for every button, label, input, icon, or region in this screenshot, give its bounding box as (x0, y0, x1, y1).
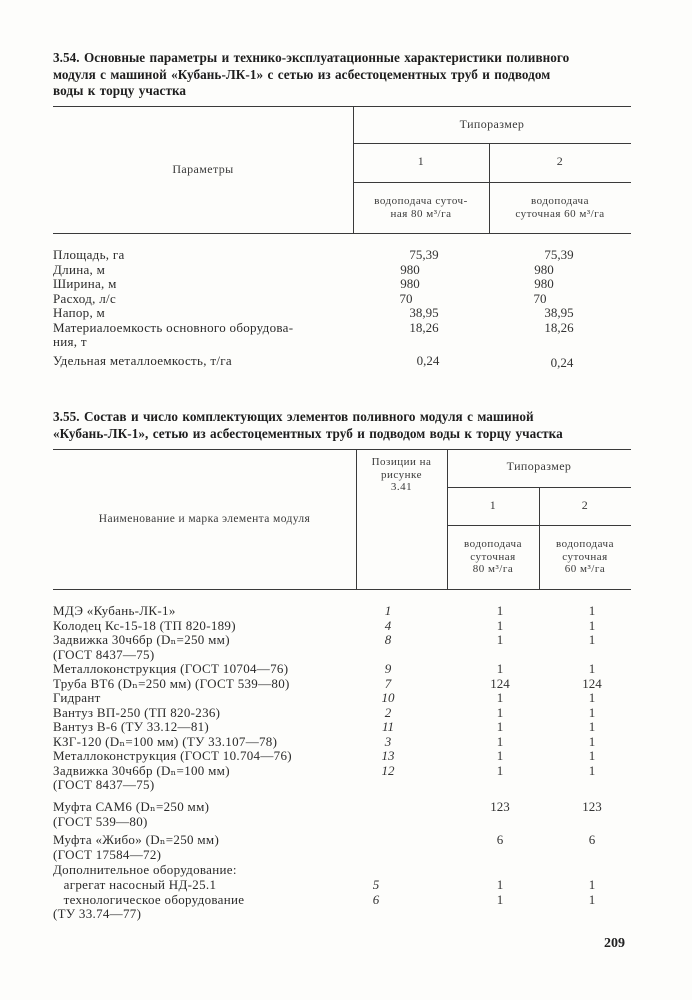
row-value-1: 980 (400, 261, 420, 277)
header-col-1: 1 (417, 154, 425, 168)
row-position: 12 (381, 762, 395, 778)
row-value-1: 18,26 (409, 319, 439, 335)
table-355-title (53, 409, 633, 442)
header-line: Позиции на (371, 456, 432, 468)
row-label-continued: ния, т (53, 334, 87, 349)
row-value-1: 70 (399, 290, 413, 306)
row-value-1: 980 (400, 276, 420, 291)
row-value-2: 980 (534, 261, 554, 277)
row-position: 13 (381, 748, 395, 763)
table-354-title (53, 50, 633, 100)
table-top-rule (53, 106, 631, 107)
row-position: 9 (384, 661, 392, 676)
header-col-1: 1 (489, 498, 497, 512)
row-value-1: 1 (496, 748, 504, 763)
row-label: Задвижка 30ч6бр (Dₙ=100 мм) (53, 762, 230, 778)
header-sub-line: водоподача (556, 538, 614, 550)
row-position: 8 (384, 632, 392, 647)
row-value-2: 0,24 (550, 355, 574, 370)
row-label: Расход, л/с (53, 290, 117, 306)
row-value-1: 1 (496, 617, 504, 633)
row-label: Вантуз В-6 (ТУ 33.12—81) (53, 719, 210, 734)
row-value-2: 1 (588, 891, 596, 907)
row-label-continued: (ГОСТ 539—80) (53, 813, 148, 829)
title-line: воды к торцу участка (53, 83, 187, 98)
row-label-continued: (ГОСТ 17584—72) (53, 846, 162, 862)
header-sub-line: водоподача (464, 538, 522, 550)
row-label: Металлоконструкция (ГОСТ 10.704—76) (53, 748, 292, 763)
row-label: Напор, м (53, 305, 106, 320)
header-sub-line: 80 м³/га (472, 563, 514, 575)
header-typesize: Типоразмер (459, 117, 525, 131)
row-value-2: 1 (588, 632, 596, 647)
row-value-2: 1 (588, 877, 596, 892)
row-label: Площадь, га (53, 247, 125, 262)
row-label: МДЭ «Кубань-ЛК-1» (53, 603, 176, 618)
header-col-2-sub (539, 538, 631, 576)
row-value-2: 1 (588, 661, 596, 676)
row-label: агрегат насосный НД-25.1 (53, 877, 217, 892)
row-value-2: 18,26 (544, 319, 574, 335)
header-line: 3.41 (390, 481, 413, 493)
row-label: Труба ВТ6 (Dₙ=250 мм) (ГОСТ 539—80) (53, 675, 290, 691)
row-value-1: 123 (490, 799, 510, 814)
row-label: Колодец Кс-15-18 (ТП 820-189) (53, 617, 236, 633)
header-sub-line: суточная (470, 550, 516, 563)
row-value-1: 1 (496, 704, 504, 720)
row-label: Муфта «Жибо» (Dₙ=250 мм) (53, 832, 220, 847)
header-sub-line: суточная 60 м³/га (515, 207, 605, 220)
header-sub-line: 60 м³/га (564, 563, 606, 575)
row-value-2: 1 (588, 762, 596, 778)
row-position: 1 (384, 603, 392, 618)
header-divider (353, 143, 631, 144)
title-line: «Кубань-ЛК-1», сетью из асбестоцементных труб и подводом воды к торцу участка (53, 425, 563, 441)
header-typesize: Типоразмер (506, 459, 572, 473)
header-sub-line: ная 80 м³/га (390, 207, 452, 220)
row-value-1: 6 (496, 832, 504, 847)
header-sub-line: суточная (562, 550, 608, 563)
header-col-2: 2 (556, 154, 564, 168)
row-label: Удельная металлоемкость, т/га (53, 353, 232, 368)
row-value-1: 1 (496, 690, 504, 705)
row-label: Длина, м (53, 261, 106, 277)
header-sub-line: водоподача (531, 195, 589, 207)
row-value-2: 1 (588, 603, 596, 618)
title-line: 3.55. Состав и число комплектующих элементов поливного модуля с машиной (53, 409, 534, 424)
row-value-2: 1 (588, 617, 596, 633)
header-col-2: 2 (581, 498, 589, 512)
row-label-continued: (ГОСТ 8437—75) (53, 646, 155, 662)
row-value-2: 70 (533, 290, 547, 306)
header-col-1-sub (447, 538, 539, 576)
row-value-2: 38,95 (544, 305, 574, 320)
row-label: Вантуз ВП-250 (ТП 820-236) (53, 704, 221, 720)
row-value-1: 1 (496, 877, 504, 892)
row-label-continued: (ГОСТ 8437—75) (53, 777, 155, 792)
row-label: Муфта САМ6 (Dₙ=250 мм) (53, 799, 210, 814)
row-value-2: 1 (588, 748, 596, 763)
row-value-1: 75,39 (409, 247, 439, 262)
row-position: 4 (384, 617, 392, 633)
row-value-2: 123 (582, 799, 602, 814)
row-label: Ширина, м (53, 276, 117, 291)
row-label: Материалоемкость основного оборудова- (53, 319, 294, 335)
row-value-1: 0,24 (416, 353, 440, 368)
header-parameters: Параметры (172, 162, 234, 176)
row-value-2: 1 (588, 733, 596, 749)
row-value-2: 75,39 (544, 247, 574, 262)
row-value-1: 1 (496, 603, 504, 618)
row-value-2: 1 (588, 690, 596, 705)
header-divider (353, 182, 631, 183)
header-col-1-sub (353, 195, 489, 220)
row-value-2: 6 (588, 832, 596, 847)
row-position: 5 (372, 877, 380, 892)
header-line: рисунке (381, 468, 422, 481)
header-bottom-rule (53, 589, 631, 590)
row-label: Гидрант (53, 690, 101, 705)
title-line: 3.54. Основные параметры и технико-эксплуатационные характеристики поливного (53, 50, 570, 65)
row-value-1: 124 (490, 675, 510, 691)
header-name-and-mark: Наименование и марка элемента модуля (98, 513, 311, 525)
row-value-2: 980 (534, 276, 554, 291)
row-label: Задвижка 30ч6бр (Dₙ=250 мм) (53, 632, 230, 647)
row-value-2: 124 (582, 675, 602, 691)
title-line: модуля с машиной «Кубань-ЛК-1» с сетью из асбестоцементных труб и подводом (53, 66, 551, 82)
row-position: 3 (384, 733, 392, 749)
row-value-1: 1 (496, 891, 504, 907)
header-bottom-rule (53, 233, 631, 234)
header-sub-line: водоподача суточ- (374, 195, 468, 207)
row-value-1: 38,95 (409, 305, 439, 320)
header-col-2-sub (489, 195, 631, 220)
row-value-1: 1 (496, 733, 504, 749)
row-label: КЗГ-120 (Dₙ=100 мм) (ТУ 33.107—78) (53, 733, 278, 749)
row-value-1: 1 (496, 661, 504, 676)
row-value-2: 1 (588, 704, 596, 720)
row-value-1: 1 (496, 632, 504, 647)
row-position: 11 (381, 719, 395, 734)
table-top-rule (53, 449, 631, 450)
row-label: Металлоконструкция (ГОСТ 10704—76) (53, 661, 289, 676)
row-label: Дополнительное оборудование: (53, 862, 237, 877)
row-value-1: 1 (496, 762, 504, 778)
row-position: 10 (381, 690, 395, 705)
page-number: 209 (604, 936, 625, 951)
row-label-continued: (ТУ 33.74—77) (53, 906, 142, 921)
row-value-2: 1 (588, 719, 596, 734)
row-position: 6 (372, 891, 380, 907)
row-position: 7 (384, 675, 392, 691)
header-position (356, 456, 447, 494)
row-value-1: 1 (496, 719, 504, 734)
row-position: 2 (384, 704, 392, 720)
row-label: технологическое оборудование (53, 891, 245, 907)
